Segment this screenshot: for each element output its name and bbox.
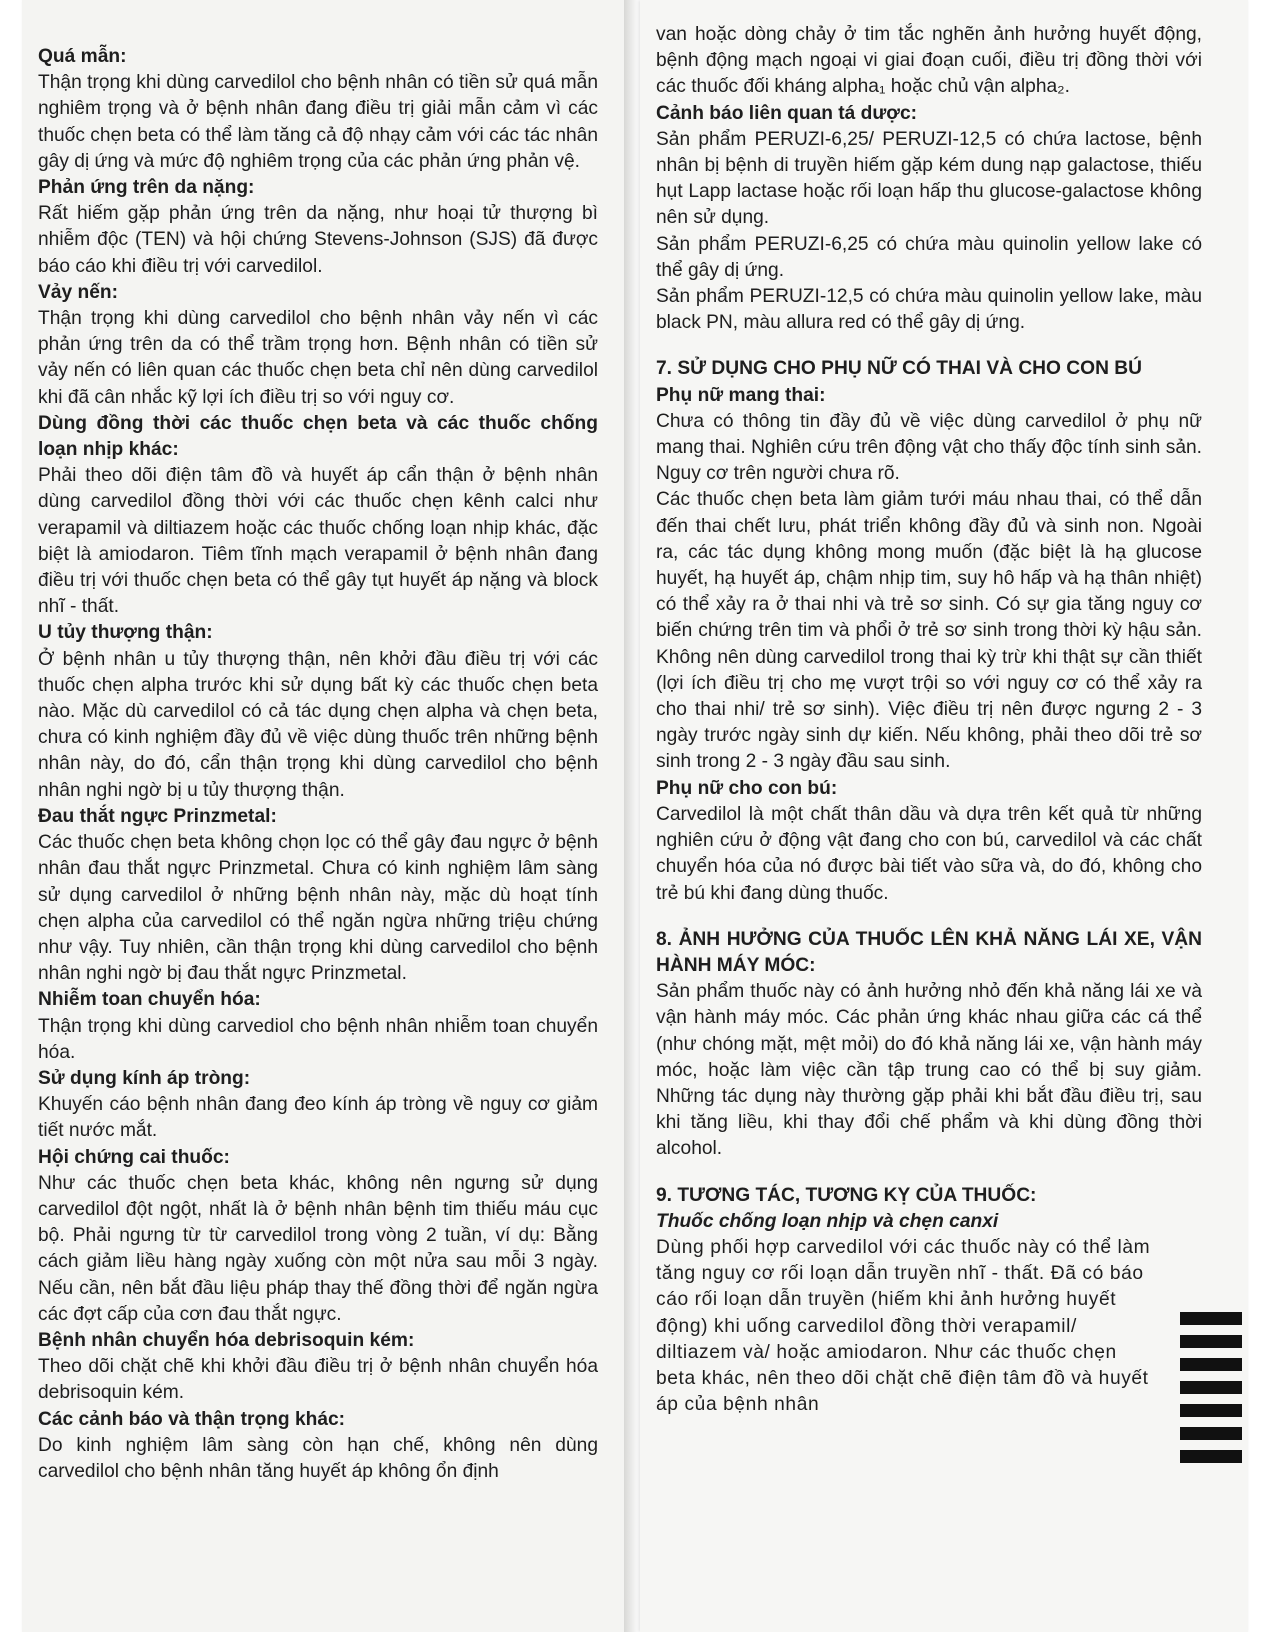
heading-vay-nen: Vảy nến: [38,281,118,303]
heading-canh-bao-khac: Các cảnh báo và thận trọng khác: [38,1408,346,1430]
paragraph-lai-xe: Sản phẩm thuốc này có ảnh hưởng nhỏ đến khả năng lái xe và vận hành máy móc. Các phản ứng khác nhau giữa các cá thể (như chóng mặt, mệt mỏi) do đó khả năng lái xe, vận hành máy móc, hoặc làm việc cần tập trung cao có thể bị suy giảm. Những tác dụng này thường gặp phải khi bắt đầu điều trị, sau khi tăng liều, khi thay đổi chế phẩm và khi dùng đồng thời alcohol. [656,981,1202,1160]
section-7-title: 7. SỬ DỤNG CHO PHỤ NỮ CÓ THAI VÀ CHO CON BÚ [656,358,1142,380]
barcode-bar [1180,1381,1242,1394]
barcode-bar [1180,1335,1242,1348]
paragraph-kinh-ap-trong: Khuyến cáo bệnh nhân đang đeo kính áp tròng về nguy cơ giảm tiết nước mắt. [38,1094,598,1142]
barcode-bar [1180,1312,1242,1325]
paragraph-tuong-tac: Dùng phối hợp carvedilol với các thuốc này có thể làm tăng nguy cơ rối loạn dẫn truyền nhĩ - thất. Đã có báo cáo rối loạn dẫn truyền (hiếm khi ảnh hưởng huyết động) khi uống carvedilol đồng thời verapamil/ diltiazem và/ hoặc amiodaron. Như các thuốc chẹn beta khác, nên theo dõi chặt chẽ điện tâm đồ và huyết áp của bệnh nhân [656,1236,1151,1416]
barcode-bar [1180,1404,1242,1417]
left-column [38,44,598,1485]
paragraph-lactose: Sản phẩm PERUZI-6,25/ PERUZI-12,5 có chứa lactose, bệnh nhân bị bệnh di truyền hiếm gặp kém dung nạp galactose, thiếu hụt Lapp lactase hoặc rối loạn hấp thu glucose-galactose không nên sử dụng. [656,128,1202,229]
paragraph-phan-ung-da: Rất hiếm gặp phản ứng trên da nặng, như hoại tử thượng bì nhiễm độc (TEN) và hội chứng Stevens-Johnson (SJS) đã được báo cáo khi điều trị với carvedilol. [38,203,598,277]
barcode-marks [1180,1312,1242,1464]
right-column [656,22,1202,1418]
heading-cai-thuoc: Hội chứng cai thuốc: [38,1146,230,1168]
paragraph-mang-thai-2: Các thuốc chẹn beta làm giảm tưới máu nhau thai, có thể dẫn đến thai chết lưu, phát triển không đầy đủ và sinh non. Ngoài ra, các tác dụng không mong muốn (đặc biệt là hạ glucose huyết, hạ huyết áp, chậm nhịp tim, suy hô hấp và hạ thân nhiệt) có thể xảy ra ở thai nhi và trẻ sơ sinh. Có sự gia tăng nguy cơ biến chứng trên tim và phổi ở trẻ sơ sinh trong thời kỳ hậu sản. Không nên dùng carvedilol trong thai kỳ trừ khi thật sự cần thiết (lợi ích điều trị cho mẹ vượt trội so với nguy cơ có thể xảy ra cho thai nhi/ trẻ sơ sinh). Việc điều trị nên được ngưng 2 - 3 ngày trước ngày sinh dự kiến. Nếu không, phải theo dõi trẻ sơ sinh trong 2 - 3 ngày đầu sau sinh. [656,489,1202,773]
barcode-bar [1180,1427,1242,1440]
heading-prinzmetal: Đau thắt ngực Prinzmetal: [38,805,277,827]
barcode-bar [1180,1358,1242,1371]
paragraph-mang-thai-1: Chưa có thông tin đầy đủ về việc dùng carvedilol ở phụ nữ mang thai. Nghiên cứu trên động vật cho thấy độc tính sinh sản. Nguy cơ trên người chưa rõ. [656,410,1202,485]
paragraph-debrisoquin: Theo dõi chặt chẽ khi khởi đầu điều trị ở bệnh nhân chuyển hóa debrisoquin kém. [38,1356,598,1404]
section-8-title: 8. ẢNH HƯỞNG CỦA THUỐC LÊN KHẢ NĂNG LÁI XE, VẬN HÀNH MÁY MÓC: [656,928,1202,976]
paragraph-chen-beta-loan-nhip: Phải theo dõi điện tâm đồ và huyết áp cẩn thận ở bệnh nhân dùng carvedilol đồng thời với các thuốc chẹn kênh calci như verapamil và diltiazem hoặc các thuốc chống loạn nhịp khác, đặc biệt là amiodaron. Tiêm tĩnh mạch verapamil ở bệnh nhân đang điều trị với thuốc chẹn beta có thể gây tụt huyết áp nặng và block nhĩ - thất. [38,465,598,618]
heading-u-tuy: U tủy thượng thận: [38,622,213,644]
paragraph-canh-bao-khac: Do kinh nghiệm lâm sàng còn hạn chế, không nên dùng carvedilol cho bệnh nhân tăng huyết áp không ổn định [38,1434,598,1482]
left-page-sheet [22,0,624,1632]
paragraph-u-tuy: Ở bệnh nhân u tủy thượng thận, nên khởi đầu điều trị với các thuốc chẹn alpha trước khi sử dụng bất kỳ các thuốc chẹn beta nào. Mặc dù carvedilol có cả tác dụng chẹn alpha và chẹn beta, chưa có kinh nghiệm đầy đủ về việc dùng thuốc trên những bệnh nhân này, do đó, cẩn thận trọng khi dùng carvedilol cho bệnh nhân nghi ngờ bị u tủy thượng thận. [38,648,598,801]
page-gutter [624,0,640,1632]
right-page-sheet [640,0,1248,1632]
heading-cho-con-bu: Phụ nữ cho con bú: [656,777,838,799]
heading-ta-duoc: Cảnh báo liên quan tá dược: [656,102,917,124]
paragraph-qua-man: Thận trọng khi dùng carvedilol cho bệnh nhân có tiền sử quá mẫn nghiêm trọng và ở bệnh nhân đang điều trị giải mẫn cảm vì các thuốc chẹn beta có thể làm tăng cả độ nhạy cảm với các tác nhân gây dị ứng và mức độ nghiêm trọng của các phản ứng phản vệ. [38,72,598,172]
subheading-chong-loan-nhip: Thuốc chống loạn nhịp và chẹn canxi [656,1210,999,1232]
paragraph-peruzi-125: Sản phẩm PERUZI-12,5 có chứa màu quinolin yellow lake, màu black PN, màu allura red có thể gây dị ứng. [656,286,1202,334]
paragraph-cho-con-bu: Carvedilol là một chất thân dầu và dựa trên kết quả từ những nghiên cứu ở động vật đang cho con bú, carvedilol và các chất chuyển hóa của nó được bài tiết vào sữa và, do đó, không cho trẻ bú khi đang dùng thuốc. [656,803,1202,904]
heading-mang-thai: Phụ nữ mang thai: [656,384,826,406]
heading-debrisoquin: Bệnh nhân chuyển hóa debrisoquin kém: [38,1329,415,1351]
heading-nhiem-toan: Nhiễm toan chuyển hóa: [38,989,261,1011]
heading-kinh-ap-trong: Sử dụng kính áp tròng: [38,1067,251,1089]
paragraph-continuation: van hoặc dòng chảy ở tim tắc nghẽn ảnh hưởng huyết động, bệnh động mạch ngoại vi giai đoạn cuối, điều trị đồng thời với các thuốc đối kháng alpha₁ hoặc chủ vận alpha₂. [656,24,1202,98]
paragraph-vay-nen: Thận trọng khi dùng carvedilol cho bệnh nhân vảy nến vì các phản ứng trên da có thể trầm trọng hơn. Bệnh nhân có tiền sử vảy nến có liên quan các thuốc chẹn beta chỉ nên dùng carvedilol khi đã cân nhắc kỹ lợi ích điều trị so với nguy cơ. [38,308,598,408]
paragraph-prinzmetal: Các thuốc chẹn beta không chọn lọc có thể gây đau ngực ở bệnh nhân đau thắt ngực Prinzmetal. Chưa có kinh nghiệm lâm sàng sử dụng carvedilol ở những bệnh nhân này, mặc dù hoạt tính chẹn alpha của carvedilol có thể ngăn ngừa những triệu chứng như vậy. Tuy nhiên, cần thận trọng khi dùng carvedilol cho bệnh nhân nghi ngờ bị đau thắt ngực Prinzmetal. [38,832,598,985]
heading-qua-man: Quá mẫn: [38,46,127,67]
paragraph-peruzi-625: Sản phẩm PERUZI-6,25 có chứa màu quinolin yellow lake có thể gây dị ứng. [656,233,1202,281]
section-9-title: 9. TƯƠNG TÁC, TƯƠNG KỴ CỦA THUỐC: [656,1184,1037,1206]
barcode-bar [1180,1450,1242,1463]
heading-chen-beta-loan-nhip: Dùng đồng thời các thuốc chẹn beta và các thuốc chống loạn nhịp khác: [38,412,598,461]
paragraph-cai-thuoc: Như các thuốc chẹn beta khác, không nên ngưng sử dụng carvedilol đột ngột, nhất là ở bệnh nhân bệnh tim thiếu máu cục bộ. Phải ngưng từ từ carvedilol trong vòng 2 tuần, ví dụ: Bằng cách giảm liều hàng ngày xuống còn một nửa sau mỗi 3 ngày. Nếu cần, nên bắt đầu liệu pháp thay thế đồng thời để ngăn ngừa các đợt cấp của cơn đau thắt ngực. [38,1172,598,1325]
paragraph-nhiem-toan: Thận trọng khi dùng carvediol cho bệnh nhân nhiễm toan chuyển hóa. [38,1015,598,1063]
heading-phan-ung-da: Phản ứng trên da nặng: [38,177,255,199]
